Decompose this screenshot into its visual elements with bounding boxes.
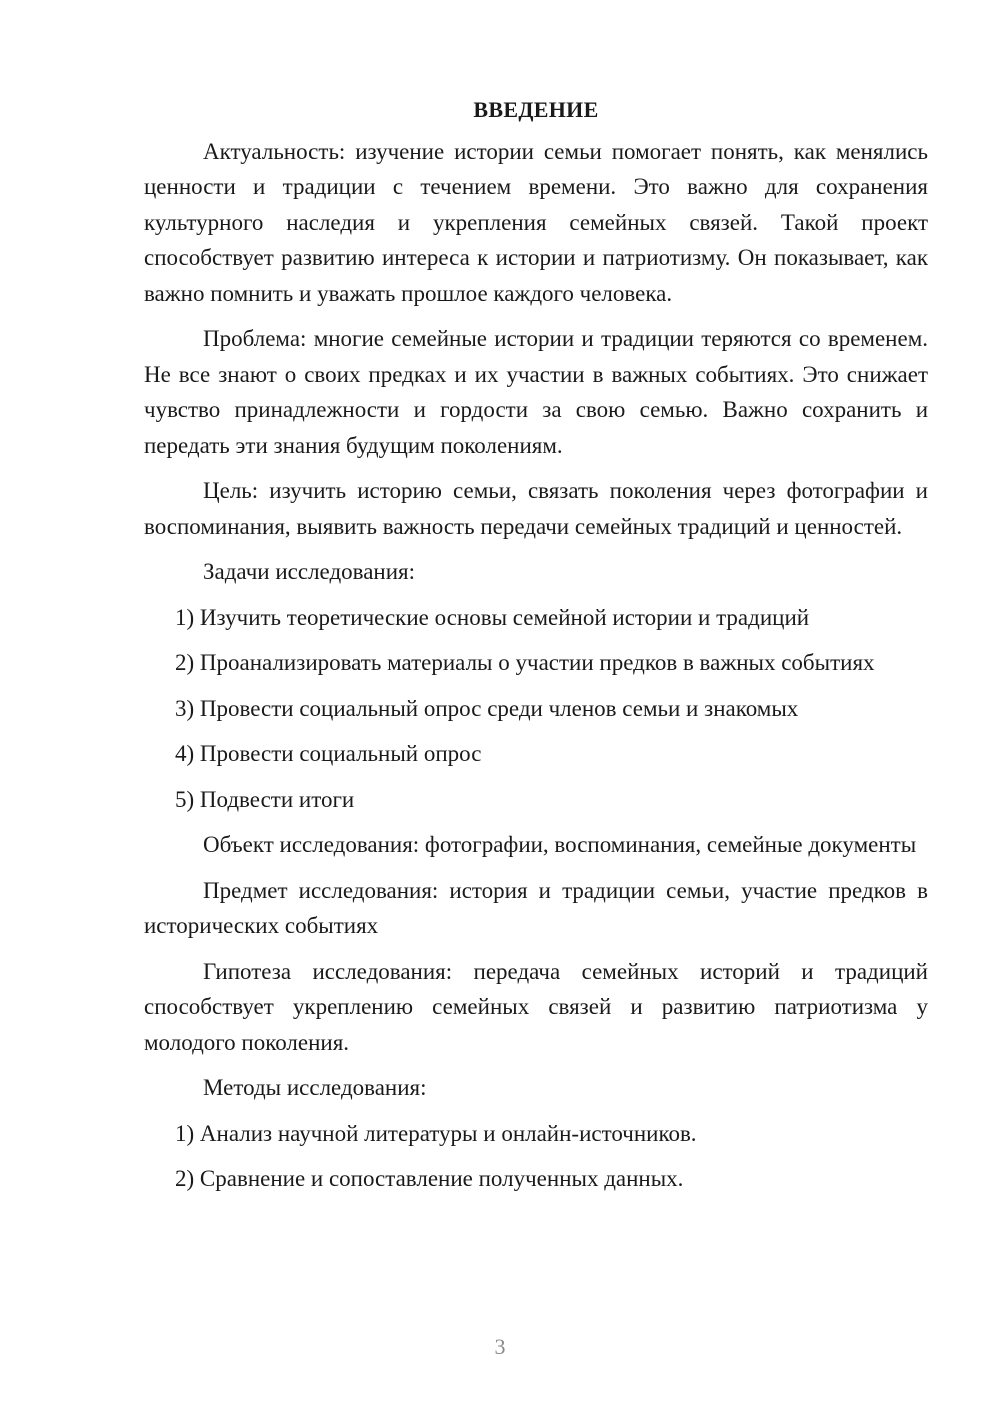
task-item: 4) Провести социальный опрос — [175, 741, 482, 766]
method-item: 1) Анализ научной литературы и онлайн-источников. — [175, 1120, 697, 1146]
hypothesis-paragraph: Гипотеза исследования: передача семейных историй и традиций способствует укреплению семейных связей и развитию патриотизма у молодого поколения. — [144, 958, 928, 1055]
task-item: 1) Изучить теоретические основы семейной истории и традиций — [175, 604, 810, 630]
section-heading: ВВЕДЕНИЕ — [473, 97, 599, 122]
task-item: 3) Провести социальный опрос среди членов семьи и знакомых — [175, 695, 799, 721]
methods-heading: Методы исследования: — [203, 1075, 427, 1100]
object-paragraph: Объект исследования: фотографии, воспоминания, семейные документы — [203, 832, 917, 857]
method-item: 2) Сравнение и сопоставление полученных данных. — [175, 1166, 684, 1191]
tasks-heading: Задачи исследования: — [203, 559, 416, 584]
task-item: 5) Подвести итоги — [175, 786, 355, 812]
goal-paragraph: Цель: изучить историю семьи, связать поколения через фотографии и воспоминания, выявить важность передачи семейных традиций и ценностей. — [144, 478, 928, 539]
task-item: 2) Проанализировать материалы о участии предков в важных событиях — [175, 650, 875, 675]
page-content — [144, 92, 928, 1207]
problem-paragraph: Проблема: многие семейные истории и традиции теряются со временем. Не все знают о своих предках и их участии в важных событиях. Это снижает чувство принадлежности и гордости за свою семью. Важно сохранить и передать эти знания будущим поколениям. — [144, 326, 928, 458]
subject-paragraph: Предмет исследования: история и традиции семьи, участие предков в исторических событиях — [144, 877, 928, 938]
relevance-paragraph: Актуальность: изучение истории семьи помогает понять, как менялись ценности и традиции с течением времени. Это важно для сохранения культурного наследия и укрепления семейных связей. Такой проект способствует развитию интереса к истории и патриотизму. Он показывает, как важно помнить и уважать прошлое каждого человека. — [144, 138, 928, 306]
page-number: 3 — [494, 1334, 506, 1359]
